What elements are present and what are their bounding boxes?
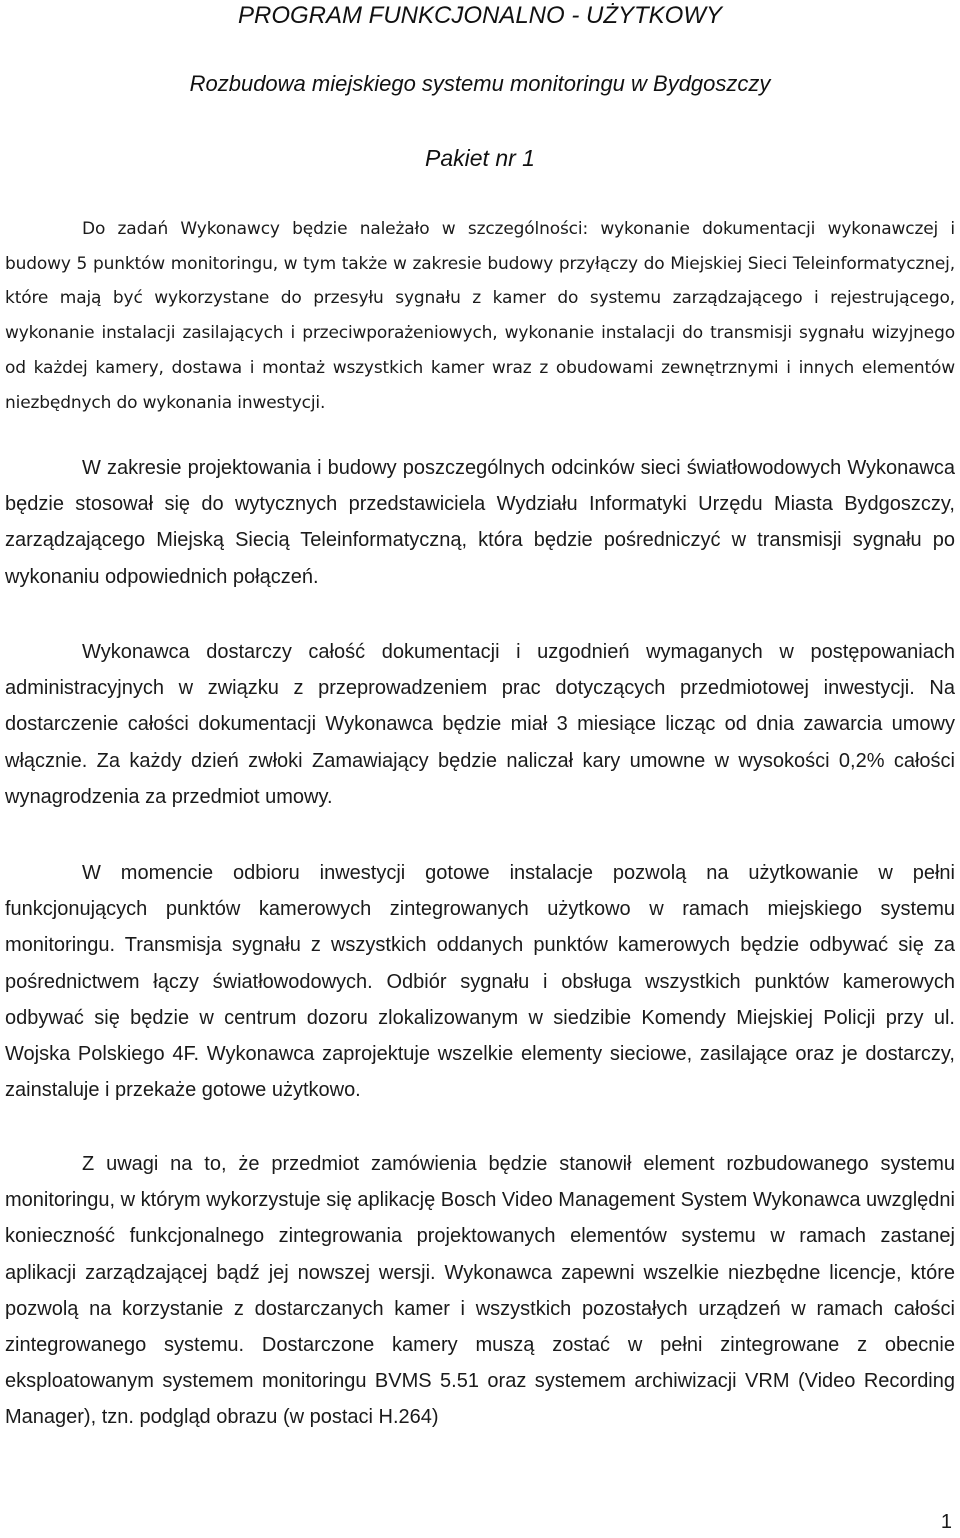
package-label: Pakiet nr 1 [425,145,535,171]
paragraph-documentation: Wykonawca dostarczy całość dokumentacji i uzgodnień wymaganych w postępowaniach administracyjnych w związku z przeprowadzeniem prac dotyczących przedmiotowej inwestycji. Na dostarczenie całości dokumentacji Wykonawca będzie miał 3 miesiące licząc od dnia zawarcia umowy włącznie. Za każdy dzień zwłoki Zamawiający będzie naliczał kary umowne w wysokości 0,2% całości wynagrodzenia za przedmiot umowy. [5,641,955,808]
paragraph-integration: Z uwagi na to, że przedmiot zamówienia będzie stanowił element rozbudowanego systemu monitoringu, w którym wykorzystuje się aplikację Bosch Video Management System Wykonawca uwzględni konieczność funkcjonalnego zintegrowania projektowanych elementów systemu w ramach zastanej aplikacji zarządzającej bądź jej nowszej wersji. Wykonawca zapewni wszelkie niezbędne licencje, które pozwolą na korzystanie z dostarczanych kamer i wszystkich pozostałych urządzeń w ramach całości zintegrowanego systemu. Dostarczone kamery muszą zostać w pełni zintegrowane z obecnie eksploatowanym systemem monitoringu BVMS 5.51 oraz systemem archiwizacji VRM (Video Recording Manager), tzn. podgląd obrazu (w postaci H.264) [5,1153,955,1429]
paragraph-fiber-design: W zakresie projektowania i budowy poszczególnych odcinków sieci światłowodowych Wykonawca będzie stosował się do wytycznych przedstawiciela Wydziału Informatyki Urzędu Miasta Bydgoszczy, zarządzającego Miejską Siecią Teleinformatyczną, która będzie pośredniczyć w transmisji sygnału po wykonaniu odpowiednich połączeń. [5,457,955,588]
document-subtitle: Rozbudowa miejskiego systemu monitoringu w Bydgoszczy [189,71,771,96]
document-title: PROGRAM FUNKCJONALNO - UŻYTKOWY [237,2,723,29]
page-number: 1 [940,1511,952,1533]
paragraph-scope-of-work: Do zadań Wykonawcy będzie należało w szczególności: wykonanie dokumentacji wykonawczej i budowy 5 punktów monitoringu, w tym także w zakresie budowy przyłączy do Miejskiej Sieci Teleinformatycznej, które mają być wykorzystane do przesyłu sygnału z kamer do systemu zarządzającego i rejestrującego, wykonanie instalacji zasilających i przeciwporażeniowych, wykonanie instalacji do transmisji sygnału wizyjnego od każdej kamery, dostawa i montaż wszystkich kamer wraz z obudowami zewnętrznymi i innych elementów niezbędnych do wykonania inwestycji. [5,219,955,413]
paragraph-acceptance: W momencie odbioru inwestycji gotowe instalacje pozwolą na użytkowanie w pełni funkcjonujących punktów kamerowych zintegrowanych użytkowo w ramach miejskiego systemu monitoringu. Transmisja sygnału z wszystkich oddanych punktów kamerowych będzie odbywać się za pośrednictwem łączy światłowodowych. Odbiór sygnału i obsługa wszystkich punktów kamerowych odbywać się będzie w centrum dozoru zlokalizowanym w siedzibie Komendy Miejskiej Policji przy ul. Wojska Polskiego 4F. Wykonawca zaprojektuje wszelkie elementy sieciowe, zasilające oraz je dostarczy, zainstaluje i przekaże gotowe użytkowo. [5,862,955,1102]
